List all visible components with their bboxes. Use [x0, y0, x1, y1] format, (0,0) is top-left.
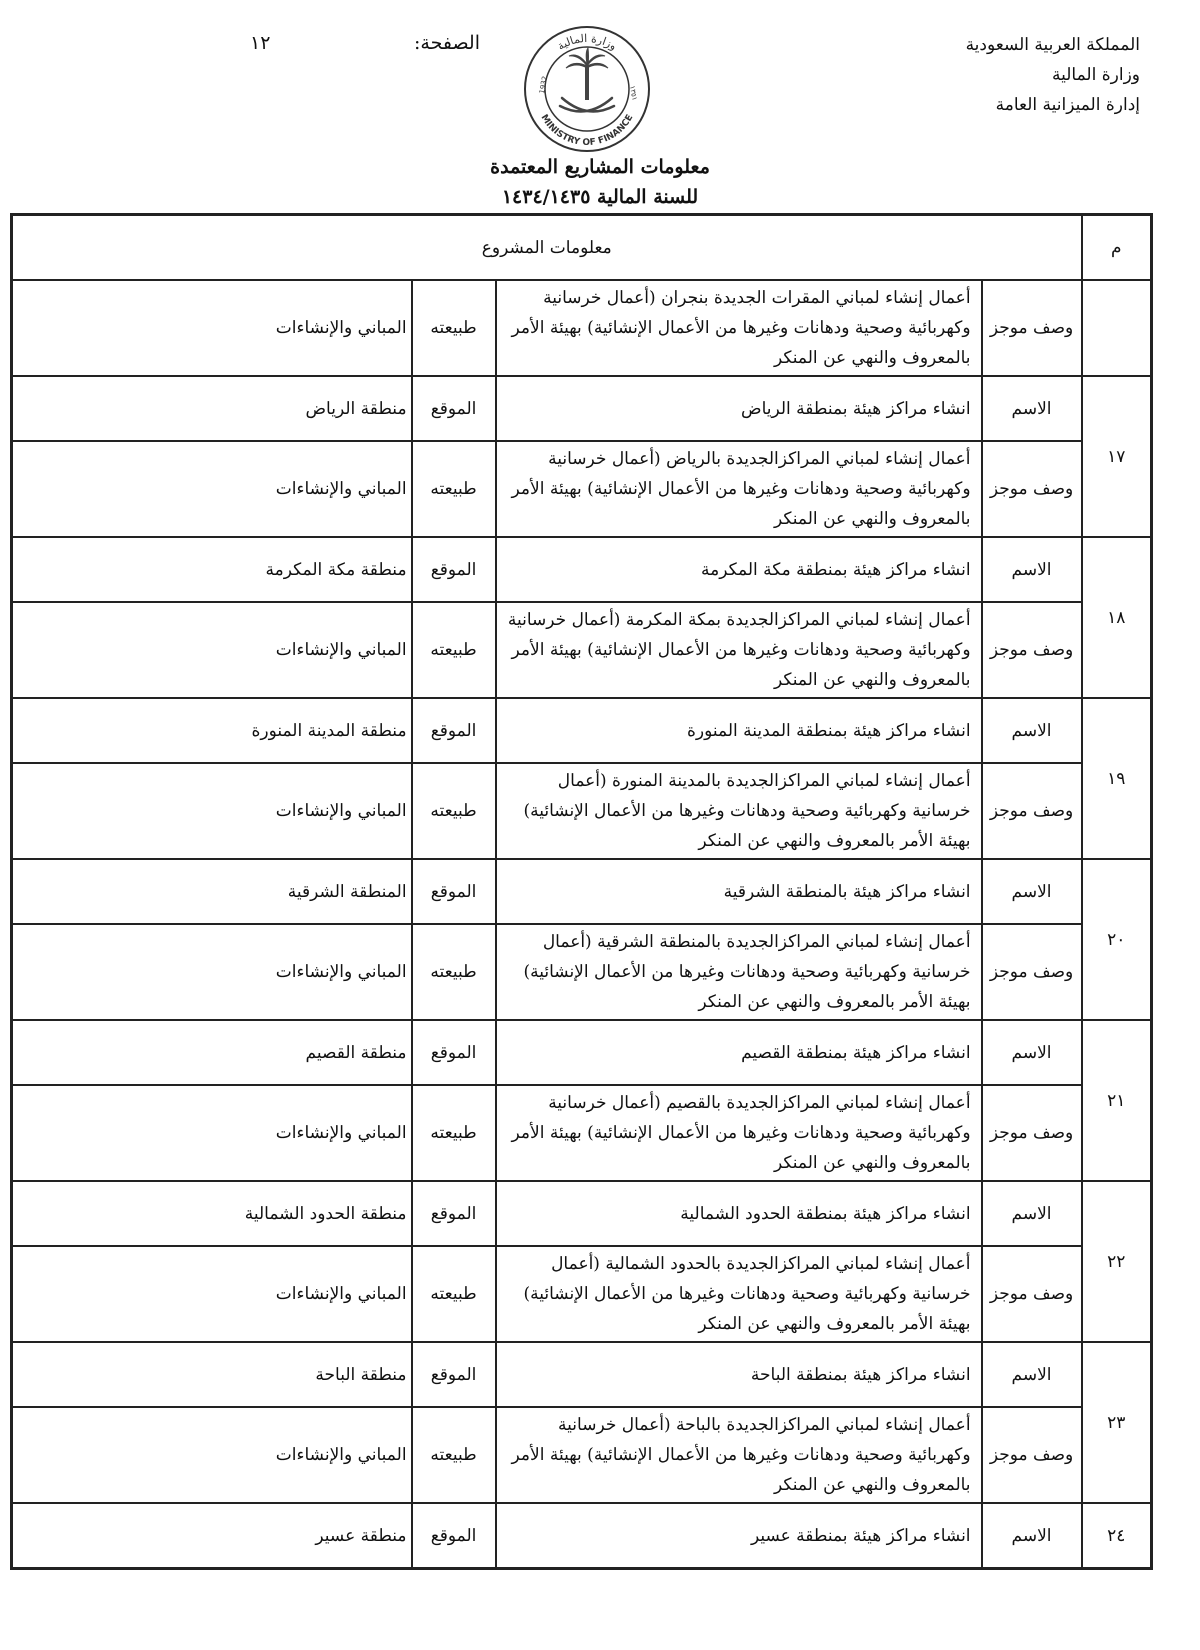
- project-name: انشاء مراكز هيئة بالمنطقة الشرقية: [496, 859, 982, 924]
- nature-label: طبيعته: [412, 1246, 496, 1342]
- brief-description: أعمال إنشاء لمباني المقرات الجديدة بنجران (أعمال خرسانية وكهربائية وصحية ودهانات وغيرها من الأعمال الإنشائية) بهيئة الأمر بالمعروف والنهي عن المنكر: [496, 280, 982, 376]
- location-label: الموقع: [412, 859, 496, 924]
- table-row: [12, 602, 1152, 698]
- number-cell: [1082, 280, 1152, 376]
- header-project-info: معلومات المشروع: [12, 215, 1082, 281]
- ministry-header: [840, 30, 1140, 120]
- location-value: منطقة المدينة المنورة: [12, 698, 412, 763]
- palm-tree-icon: [566, 48, 608, 100]
- location-label: الموقع: [412, 1181, 496, 1246]
- nature-label: طبيعته: [412, 1085, 496, 1181]
- brief-label: وصف موجز: [982, 441, 1082, 537]
- table-row: [12, 859, 1152, 924]
- number-cell: ٢١: [1082, 1020, 1152, 1181]
- project-name: انشاء مراكز هيئة بمنطقة الرياض: [496, 376, 982, 441]
- project-name: انشاء مراكز هيئة بمنطقة الحدود الشمالية: [496, 1181, 982, 1246]
- table-row: [12, 698, 1152, 763]
- table-row: [12, 1246, 1152, 1342]
- nature-value: المباني والإنشاءات: [12, 924, 412, 1020]
- nature-label: طبيعته: [412, 924, 496, 1020]
- brief-description: أعمال إنشاء لمباني المراكزالجديدة بالرياض (أعمال خرسانية وكهربائية وصحية ودهانات وغيرها من الأعمال الإنشائية) بهيئة الأمر بالمعروف والنهي عن المنكر: [496, 441, 982, 537]
- table-row: [12, 1342, 1152, 1407]
- document-title: [300, 152, 900, 212]
- number-cell: ١٩: [1082, 698, 1152, 859]
- name-label: الاسم: [982, 1181, 1082, 1246]
- nature-label: طبيعته: [412, 280, 496, 376]
- nature-value: المباني والإنشاءات: [12, 280, 412, 376]
- brief-label: وصف موجز: [982, 924, 1082, 1020]
- brief-description: أعمال إنشاء لمباني المراكزالجديدة بالمنطقة الشرقية (أعمال خرسانية وكهربائية وصحية ودهانات وغيرها من الأعمال الإنشائية) بهيئة الأمر بالمعروف والنهي عن المنكر: [496, 924, 982, 1020]
- location-value: منطقة القصيم: [12, 1020, 412, 1085]
- location-label: الموقع: [412, 698, 496, 763]
- logo-year-left: 1932: [538, 75, 550, 95]
- name-label: الاسم: [982, 376, 1082, 441]
- brief-label: وصف موجز: [982, 1407, 1082, 1503]
- number-cell: ١٧: [1082, 376, 1152, 537]
- name-label: الاسم: [982, 698, 1082, 763]
- brief-description: أعمال إنشاء لمباني المراكزالجديدة بمكة المكرمة (أعمال خرسانية وكهربائية وصحية ودهانات وغيرها من الأعمال الإنشائية) بهيئة الأمر بالمعروف والنهي عن المنكر: [496, 602, 982, 698]
- project-name: انشاء مراكز هيئة بمنطقة المدينة المنورة: [496, 698, 982, 763]
- projects-table: [10, 213, 1153, 1570]
- nature-label: طبيعته: [412, 602, 496, 698]
- name-label: الاسم: [982, 1020, 1082, 1085]
- brief-label: وصف موجز: [982, 763, 1082, 859]
- table-row: [12, 1407, 1152, 1503]
- location-value: منطقة الباحة: [12, 1342, 412, 1407]
- location-label: الموقع: [412, 1020, 496, 1085]
- kingdom-line: المملكة العربية السعودية: [965, 35, 1140, 55]
- project-name: انشاء مراكز هيئة بمنطقة مكة المكرمة: [496, 537, 982, 602]
- table-row: [12, 1020, 1152, 1085]
- location-value: المنطقة الشرقية: [12, 859, 412, 924]
- brief-description: أعمال إنشاء لمباني المراكزالجديدة بالقصيم (أعمال خرسانية وكهربائية وصحية ودهانات وغيرها من الأعمال الإنشائية) بهيئة الأمر بالمعروف والنهي عن المنكر: [496, 1085, 982, 1181]
- title-line-1: معلومات المشاريع المعتمدة: [490, 156, 710, 178]
- location-label: الموقع: [412, 376, 496, 441]
- nature-value: المباني والإنشاءات: [12, 1085, 412, 1181]
- number-cell: ٢٣: [1082, 1342, 1152, 1503]
- ministry-of-finance-logo: [522, 24, 652, 154]
- page-label: الصفحة:: [413, 32, 480, 54]
- table-row: [12, 1503, 1152, 1569]
- brief-label: وصف موجز: [982, 602, 1082, 698]
- table-row: [12, 924, 1152, 1020]
- table-row: [12, 1085, 1152, 1181]
- name-label: الاسم: [982, 1342, 1082, 1407]
- table-header-row: [12, 215, 1152, 281]
- table-row: [12, 763, 1152, 859]
- name-label: الاسم: [982, 1503, 1082, 1569]
- nature-value: المباني والإنشاءات: [12, 441, 412, 537]
- nature-value: المباني والإنشاءات: [12, 602, 412, 698]
- brief-description: أعمال إنشاء لمباني المراكزالجديدة بالباحة (أعمال خرسانية وكهربائية وصحية ودهانات وغيرها من الأعمال الإنشائية) بهيئة الأمر بالمعروف والنهي عن المنكر: [496, 1407, 982, 1503]
- location-value: منطقة الحدود الشمالية: [12, 1181, 412, 1246]
- title-line-2: للسنة المالية ١٤٣٤/١٤٣٥: [501, 186, 699, 208]
- location-label: الموقع: [412, 1503, 496, 1569]
- department-line: إدارة الميزانية العامة: [995, 95, 1140, 115]
- logo-arabic-text: وزارة المالية: [554, 31, 620, 53]
- page-indicator: [240, 32, 480, 62]
- location-value: منطقة عسير: [12, 1503, 412, 1569]
- logo-english-text: MINISTRY OF FINANCE: [538, 113, 636, 149]
- project-name: انشاء مراكز هيئة بمنطقة الباحة: [496, 1342, 982, 1407]
- location-value: منطقة الرياض: [12, 376, 412, 441]
- logo-year-right: ١٣٥١: [628, 84, 639, 102]
- nature-value: المباني والإنشاءات: [12, 763, 412, 859]
- number-cell: ٢٤: [1082, 1503, 1152, 1569]
- location-value: منطقة مكة المكرمة: [12, 537, 412, 602]
- nature-label: طبيعته: [412, 441, 496, 537]
- number-cell: ١٨: [1082, 537, 1152, 698]
- brief-description: أعمال إنشاء لمباني المراكزالجديدة بالحدود الشمالية (أعمال خرسانية وكهربائية وصحية ودهانات وغيرها من الأعمال الإنشائية) بهيئة الأمر بالمعروف والنهي عن المنكر: [496, 1246, 982, 1342]
- table-row: [12, 280, 1152, 376]
- ministry-line: وزارة المالية: [1052, 65, 1140, 85]
- header-number: م: [1082, 215, 1152, 281]
- crossed-swords-icon: [560, 98, 614, 111]
- table-row: [12, 1181, 1152, 1246]
- nature-label: طبيعته: [412, 763, 496, 859]
- location-label: الموقع: [412, 1342, 496, 1407]
- brief-label: وصف موجز: [982, 280, 1082, 376]
- nature-value: المباني والإنشاءات: [12, 1246, 412, 1342]
- name-label: الاسم: [982, 859, 1082, 924]
- brief-label: وصف موجز: [982, 1085, 1082, 1181]
- table-row: [12, 441, 1152, 537]
- table-row: [12, 376, 1152, 441]
- table-row: [12, 537, 1152, 602]
- brief-description: أعمال إنشاء لمباني المراكزالجديدة بالمدينة المنورة (أعمال خرسانية وكهربائية وصحية ودهانات وغيرها من الأعمال الإنشائية) بهيئة الأمر بالمعروف والنهي عن المنكر: [496, 763, 982, 859]
- location-label: الموقع: [412, 537, 496, 602]
- number-cell: ٢٢: [1082, 1181, 1152, 1342]
- nature-value: المباني والإنشاءات: [12, 1407, 412, 1503]
- brief-label: وصف موجز: [982, 1246, 1082, 1342]
- project-name: انشاء مراكز هيئة بمنطقة عسير: [496, 1503, 982, 1569]
- page-number: ١٢: [250, 32, 271, 54]
- project-name: انشاء مراكز هيئة بمنطقة القصيم: [496, 1020, 982, 1085]
- number-cell: ٢٠: [1082, 859, 1152, 1020]
- nature-label: طبيعته: [412, 1407, 496, 1503]
- name-label: الاسم: [982, 537, 1082, 602]
